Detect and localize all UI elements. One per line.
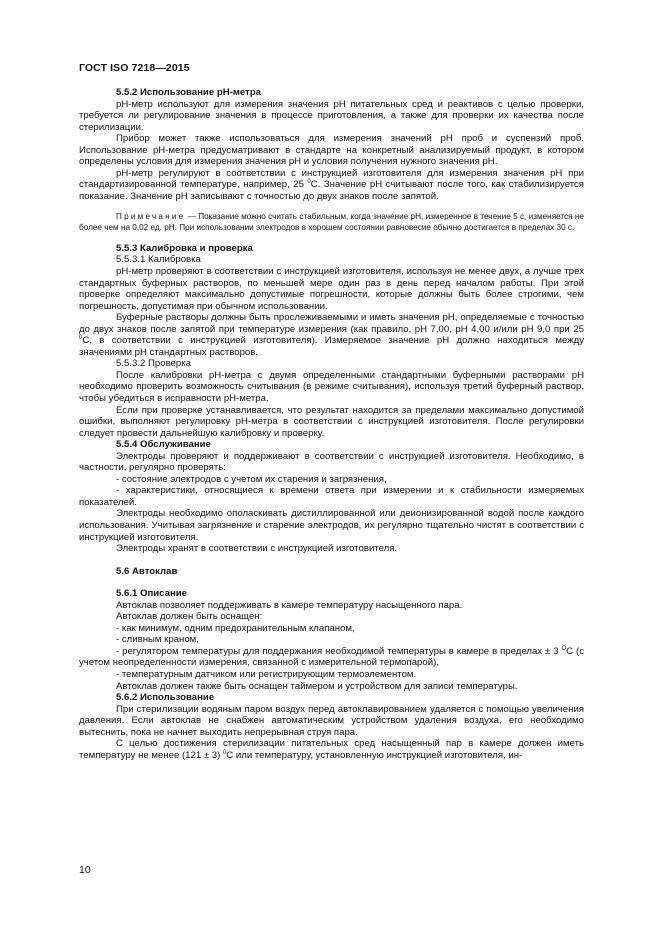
paragraph: При стерилизации водяным паром воздух перед автоклавированием удаляется с помощью увеличения давления. Если автоклав не снабжен автоматическим устройством удаления воздуха, его необходимо вытеснить, пока не начнет выходить непрерывная струя пара.	[79, 703, 584, 738]
paragraph: Если при проверке устанавливается, что результат находится за пределами максимально допустимой ошибки, выполняют регулировку pH-метра в соответствии с инструкцией изготовителя. После регулировки следует провести дальнейшую калибровку и проверку.	[79, 404, 584, 439]
paragraph: Автоклав должен также быть оснащен таймером и устройством для записи температуры.	[116, 680, 518, 692]
list-item: - регулятором температуры для поддержания необходимой температуры в камере в пределах ± 3 $^О$С (с учетом неопределенности измерения, связанной с измерительной термопарой),	[79, 645, 585, 669]
paragraph: Прибор может также использоваться для измерения значений pH проб и суспензий проб. Использование pH-метра предусматривают в стандарте на конкретный анализируемый продукт, в котором определены условия для измерения значения pH и условия получения нужного значения pH.	[79, 133, 584, 168]
list-item: - как минимум, одним предохранительным клапаном,	[116, 622, 355, 634]
list-item: - температурным датчиком или регистрирующим термоэлементом.	[116, 669, 417, 681]
subsection-heading: 5.6.1 Описание	[116, 588, 187, 600]
paragraph: pH-метр регулируют в соответствии с инструкцией изготовителя для измерения значения pH при стандартизированной температуре, например, 25 $^0$С. Значение pH считывают после того, как стабилизируется показание. Значение pH записывают с точностью до двух знаков после запятой.	[79, 167, 584, 202]
note-label: Примечание	[116, 212, 186, 222]
section-heading: 5.5.2 Использование pH-метра	[116, 87, 262, 98]
paragraph: Электроды необходимо ополаскивать дистиллированной или деионизированной водой после каждого использования. Учитывая загрязнение и старение электродов, их регулярно тщательно чистят в соответствии с инструкцией изготовителя.	[79, 508, 584, 543]
paragraph: Автоклав должен быть оснащен:	[116, 611, 263, 623]
paragraph: Электроды хранят в соответствии с инструкцией изготовителя.	[116, 543, 398, 555]
document-body	[79, 87, 584, 761]
paragraph: Буферные растворы должны быть прослеживаемыми и иметь значения pH, определяемые с точностью до двух знаков после запятой при температуре измерения (как правило, pH 7,00, pH 4,00 и/или pH 9,0 при 25 $^0$С, в соответствии с инструкцией изготовителя). Измеряемое значение pH должно находиться между значениями pH стандартных растворов.	[79, 312, 584, 358]
list-item: - сливным краном,	[116, 634, 199, 646]
subsection-heading: 5.5.3.2 Проверка	[116, 358, 191, 370]
paragraph: pH-метр используют для измерения значения pH питательных сред и реактивов с целью проверки, требуется ли регулирование значения в процессе приготовления, а также для проверки их качества после стерилизации.	[79, 98, 584, 133]
page-header: ГОСТ ISO 7218—2015	[79, 62, 190, 74]
paragraph: С целью достижения стерилизации питательных сред насыщенный пар в камере должен иметь температуру не менее (121 ± 3) $^0$С или температуру, установленную инструкцией изготовителя, ин-	[79, 738, 584, 761]
paragraph: Автоклав позволяет поддерживать в камере температуру насыщенного пара.	[116, 599, 463, 611]
paragraph: Электроды проверяют и поддерживают в соответствии с инструкцией изготовителя. Необходимо, в частности, регулярно проверять:	[79, 450, 584, 474]
subsection-heading: 5.5.3.1 Калибровка	[116, 254, 201, 266]
paragraph: pH-метр проверяют в соответствии с инструкцией изготовителя, используя не менее двух, а лучше трех стандартных буферных растворов, по меньшей мере один раз в день перед началом работы. При этой проверке определяют максимально допустимые погрешности, которые должны быть более строгими, чем погрешность, допустимая при обычном использовании.	[79, 265, 584, 312]
paragraph: После калибровки pH-метра с двумя определенными стандартными буферными растворами pH необходимо проверить возможность считывания (в режиме считывания), используя третий буферный раствор, чтобы убедиться в исправности pH-метра.	[79, 369, 584, 404]
section-heading: 5.5.4 Обслуживание	[116, 439, 211, 451]
list-item: - состояние электродов с учетом их старения и загрязнения,	[116, 473, 387, 485]
list-item: - характеристики, относящиеся к времени ответа при измерении и к стабильности измеряемых показателей.	[79, 485, 584, 508]
page-number: 10	[79, 864, 91, 876]
section-heading: 5.5.3 Калибровка и проверка	[116, 242, 253, 254]
section-heading: 5.6 Автоклав	[116, 565, 178, 577]
subsection-heading: 5.6.2 Использование	[116, 692, 215, 704]
note: Примечание — Показание можно считать стабильным, когда значение pH, измеренное в течение 5 с, изменяется не более чем на 0,02 ед. pH. При использовании электродов в хорошем состоянии равновесие обычно достигается в пределах 30 с.	[79, 212, 584, 232]
